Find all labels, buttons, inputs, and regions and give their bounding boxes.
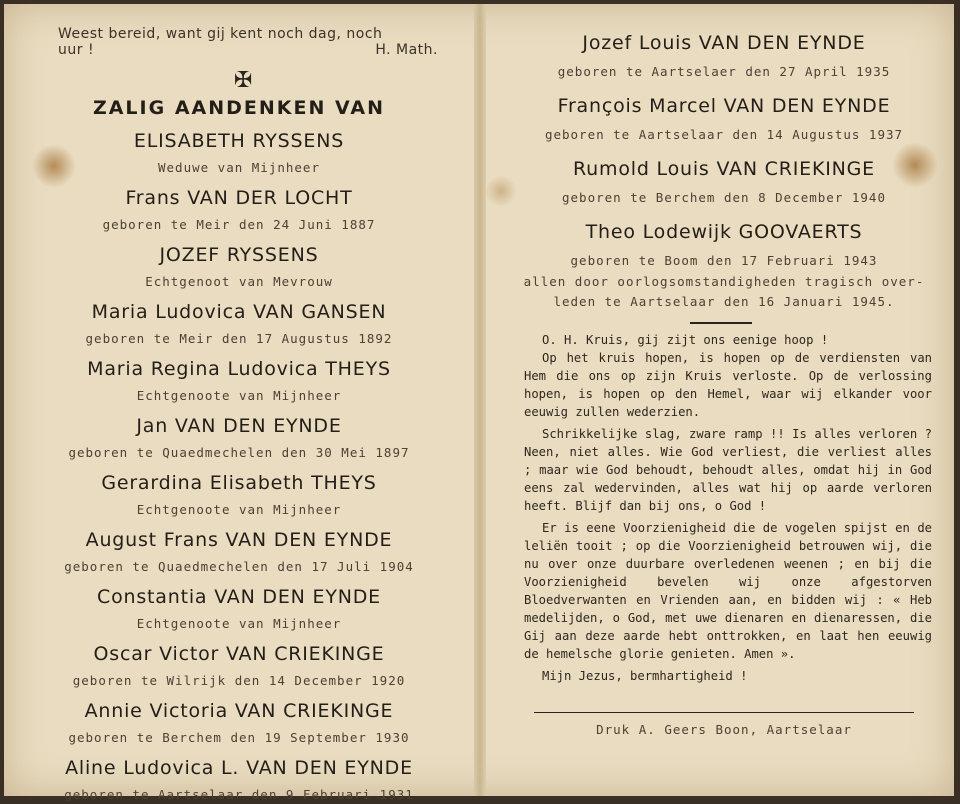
left-person-name: Constantia VAN DEN EYNDE — [97, 586, 381, 608]
left-person-name: Frans VAN DER LOCHT — [125, 187, 353, 209]
prayer-paragraph-1: O. H. Kruis, gij zijt ons eenige hoop ! — [542, 333, 829, 347]
left-person-name: Gerardina Elisabeth THEYS — [101, 472, 377, 494]
left-detail: geboren te Aartselaar den 9 Februari 1931 — [64, 787, 414, 802]
left-detail: geboren te Quaedmechelen den 17 Juli 1904 — [64, 559, 414, 574]
left-detail: Weduwe van Mijnheer — [158, 160, 320, 175]
divider — [690, 322, 752, 324]
motto-line-2: uur ! — [58, 42, 95, 58]
left-person-name: Maria Ludovica VAN GANSEN — [91, 301, 387, 323]
motto-line-1: Weest bereid, want gij kent noch dag, noch — [58, 26, 383, 42]
prayer-closing: Mijn Jezus, bermhartigheid ! — [542, 669, 748, 683]
right-person-name: Jozef Louis VAN DEN EYNDE — [582, 32, 866, 54]
left-person-name: Aline Ludovica L. VAN DEN EYNDE — [65, 757, 413, 779]
left-person-name: Maria Regina Ludovica THEYS — [87, 358, 391, 380]
card-fold — [474, 4, 486, 796]
right-panel — [504, 4, 944, 796]
left-person-name: JOZEF RYSSENS — [159, 244, 319, 266]
right-detail: geboren te Berchem den 8 December 1940 — [562, 190, 886, 205]
left-person-name: Oscar Victor VAN CRIEKINGE — [93, 643, 385, 665]
right-detail: geboren te Boom den 17 Februari 1943 — [570, 253, 878, 268]
left-panel — [14, 4, 464, 802]
printer-credit: Druk A. Geers Boon, Aartselaar — [596, 722, 852, 737]
prayer-text — [524, 331, 932, 685]
prayer-paragraph-4: Er is eene Voorzienigheid die de vogelen spijst en de leliën tooit ; op die Voorzienigheid betrouwen wij, die nu over onze duurbare overledenen weenen ; en bij die Voorzienigheid bevelen wij onze afgestorven Bloedverwanten en Vrienden aan, en bidden wij : « Heb medelijden, o God, met uwe dienaren en dienaressen, die Gij aan deze aarde hebt onttrokken, en laat hen eeuwig de hemelsche glorie genieten. Amen ». — [524, 521, 932, 661]
footer-divider — [534, 712, 914, 713]
cross-icon: ✠ — [234, 68, 253, 93]
left-person-name: Annie Victoria VAN CRIEKINGE — [84, 700, 394, 722]
right-person-name: François Marcel VAN DEN EYNDE — [557, 95, 891, 117]
left-detail: Echtgenoote van Mijnheer — [136, 616, 342, 631]
left-detail: geboren te Quaedmechelen den 30 Mei 1897 — [68, 445, 410, 460]
left-person-name: ELISABETH RYSSENS — [133, 130, 345, 152]
left-detail: geboren te Meir den 24 Juni 1887 — [102, 217, 376, 232]
prayer-paragraph-3: Schrikkelijke slag, zware ramp !! Is alles verloren ? Neen, niet alles. Wie God verliest, die verliest alles ; maar wie God behoudt, behoudt alles, omdat hij in God eens zal wedervinden, alles wat hij op aarde verloren heeft. Blijf dan bij ons, o God ! — [524, 427, 932, 513]
left-detail: Echtgenoote van Mijnheer — [136, 502, 342, 517]
left-detail: Echtgenoot van Mevrouw — [145, 274, 333, 289]
right-person-name: Rumold Louis VAN CRIEKINGE — [573, 158, 875, 180]
left-detail: geboren te Meir den 17 Augustus 1892 — [85, 331, 393, 346]
right-detail: allen door oorlogsomstandigheden tragisch over- — [523, 274, 925, 289]
left-person-name: August Frans VAN DEN EYNDE — [85, 529, 393, 551]
motto — [58, 26, 458, 58]
left-detail: Echtgenoote van Mijnheer — [136, 388, 342, 403]
left-detail: geboren te Wilrijk den 14 December 1920 — [72, 673, 406, 688]
right-detail: leden te Aartselaar den 16 Januari 1945. — [553, 294, 895, 309]
memorial-card — [4, 4, 954, 802]
left-detail: geboren te Berchem den 19 September 1930 — [68, 730, 410, 745]
right-detail: geboren te Aartselaer den 27 April 1935 — [557, 64, 891, 79]
memorial-heading: ZALIG AANDENKEN VAN — [92, 97, 386, 119]
prayer-paragraph-2: Op het kruis hopen, is hopen op de verdiensten van Hem die ons op zijn Kruis verloste. Op de verlossing hopen, is hopen op den Hemel, waar wij elkander voor eeuwig zullen wederzien. — [524, 351, 932, 419]
motto-reference: H. Math. — [375, 42, 438, 58]
right-detail: geboren te Aartselaar den 14 Augustus 1937 — [544, 127, 904, 142]
left-person-name: Jan VAN DEN EYNDE — [136, 415, 342, 437]
right-person-name: Theo Lodewijk GOOVAERTS — [585, 221, 863, 243]
